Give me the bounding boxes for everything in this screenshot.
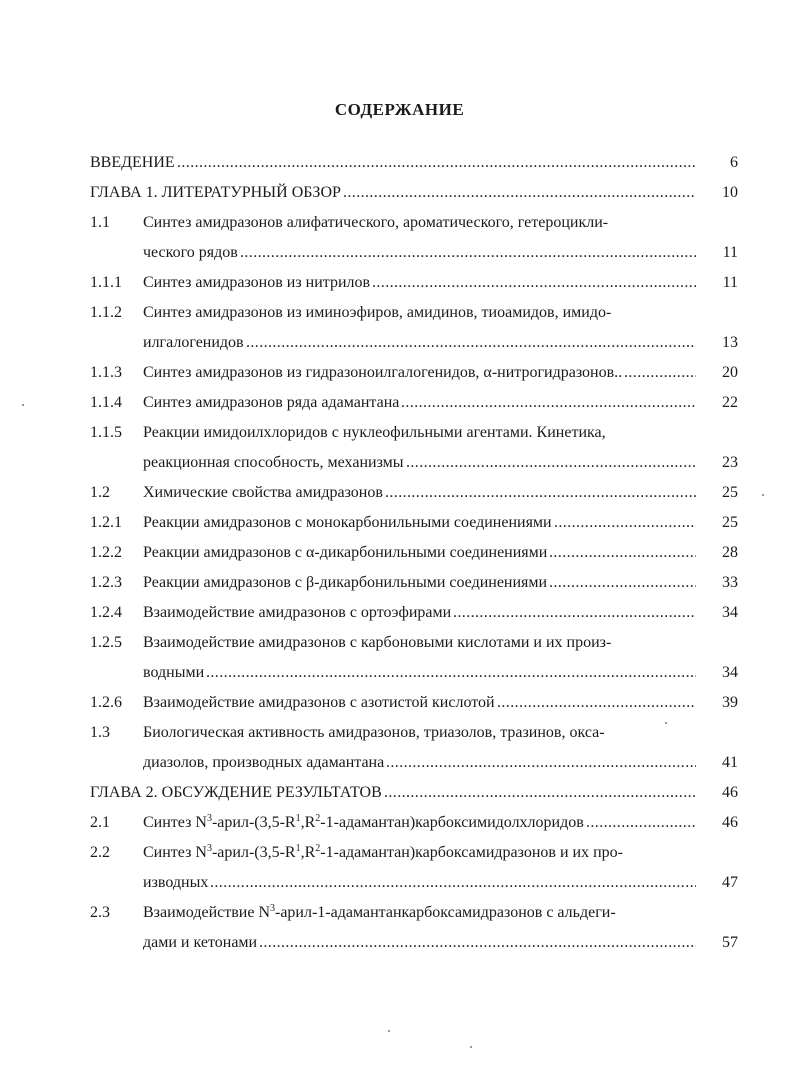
toc-page-number: 6	[730, 154, 738, 171]
toc-entry-number: 1.1	[90, 214, 110, 231]
page-title: СОДЕРЖАНИЕ	[334, 100, 465, 119]
scan-speck	[665, 722, 667, 724]
toc-page-number: 57	[722, 934, 738, 951]
toc-entry-row	[88, 418, 748, 448]
toc-leader-dots	[385, 478, 696, 508]
toc-leader-dots	[246, 328, 696, 358]
toc-entry-number: 1.2.4	[90, 604, 122, 621]
toc-page-number: 28	[722, 544, 738, 561]
toc-entry-row	[88, 808, 748, 838]
toc-entry-number: 1.1.2	[90, 304, 122, 321]
toc-entry-number: 1.1.4	[90, 394, 122, 411]
toc-leader-dots	[259, 928, 696, 958]
toc-entry-title: Реакции амидразонов с монокарбонильными соединениями	[143, 514, 552, 531]
toc-entry-row	[88, 238, 748, 268]
toc-entry-title: Взаимодействие амидразонов с ортоэфирами	[143, 604, 452, 621]
scan-speck	[470, 1046, 472, 1048]
toc-entry-title: дами и кетонами	[143, 934, 258, 951]
toc-entry-number: 1.2.5	[90, 634, 122, 651]
toc-entry-number: 1.3	[90, 724, 110, 741]
scan-speck	[388, 1030, 390, 1032]
toc-leader-dots	[453, 598, 696, 628]
toc-page-number: 34	[722, 664, 738, 681]
toc-entry-title: Химические свойства амидразонов	[143, 484, 383, 501]
toc-entry-row	[88, 658, 748, 688]
toc-entry-title: Синтез амидразонов ряда адамантана	[143, 394, 400, 411]
toc-entry-title: ГЛАВА 1. ЛИТЕРАТУРНЫЙ ОБЗОР	[90, 184, 341, 201]
toc-page-number: 39	[722, 694, 738, 711]
toc-entry-row	[88, 328, 748, 358]
toc-page-number: 33	[722, 574, 738, 591]
toc-entry-row	[88, 688, 748, 718]
toc-leader-dots	[372, 268, 696, 298]
toc-entry-number: 1.1.5	[90, 424, 122, 441]
toc-entry-title: Взаимодействие $N^3-арил-1$-адамантанкарбоксамидразонов с альдеги-	[143, 903, 616, 921]
toc-leader-dots	[210, 868, 696, 898]
toc-page-number: 47	[722, 874, 738, 891]
toc-entry-title: Синтез амидразонов алифатического, ароматического, гетероцикли-	[143, 214, 609, 231]
scan-speck	[22, 404, 24, 406]
toc-entry-row	[88, 298, 748, 328]
toc-entry-title: ГЛАВА 2. ОБСУЖДЕНИЕ РЕЗУЛЬТАТОВ	[90, 784, 382, 801]
toc-entry-title: Синтез $N^3-арил-(3,5-R^1,R^2-1-адамантан)карбоксимидолхлоридов$	[143, 813, 584, 831]
toc-page-number: 46	[722, 814, 738, 831]
toc-entry-row	[88, 868, 748, 898]
toc-entry-row	[88, 208, 748, 238]
toc-entry-title: водными	[143, 664, 205, 681]
toc-entry-number: 2.2	[90, 844, 110, 861]
toc-leader-dots	[624, 358, 696, 388]
toc-entry-number: 1.2.6	[90, 694, 122, 711]
toc-entry-row	[88, 388, 748, 418]
toc-page-number: 23	[722, 454, 738, 471]
toc-entry-row	[88, 268, 748, 298]
toc-entry-title: Биологическая активность амидразонов, триазолов, тразинов, окса-	[143, 724, 605, 741]
toc-leader-dots	[549, 568, 696, 598]
toc-entry-title: диазолов, производных адамантана	[143, 754, 385, 771]
toc-leader-dots	[240, 238, 696, 268]
toc-page-number: 22	[722, 394, 738, 411]
toc-page-number: 25	[722, 484, 738, 501]
toc-entry-row	[88, 538, 748, 568]
toc-chapter-row	[88, 178, 748, 208]
toc-page-number: 11	[722, 244, 738, 261]
toc-entry-row	[88, 598, 748, 628]
scan-speck	[762, 494, 764, 496]
toc-leader-dots	[549, 538, 696, 568]
toc-entry-row	[88, 568, 748, 598]
toc-entry-title: изводных	[143, 874, 209, 891]
toc-leader-dots	[497, 688, 696, 718]
toc-leader-dots	[206, 658, 696, 688]
toc-page-number: 41	[722, 754, 738, 771]
toc-entry-row	[88, 928, 748, 958]
toc-leader-dots	[386, 748, 696, 778]
toc-chapter-row	[88, 148, 748, 178]
toc-entry-number: 1.2.1	[90, 514, 122, 531]
toc-entry-row	[88, 628, 748, 658]
toc-entry-title: Синтез амидразонов из нитрилов	[143, 274, 371, 291]
toc-entry-row	[88, 508, 748, 538]
toc-page-number: 46	[722, 784, 738, 801]
toc-entry-title: Синтез $N^3-арил-(3,5-R^1,R^2-1-адамантан)карбоксамидразонов$ и их про-	[143, 843, 623, 861]
toc-entry-row	[88, 478, 748, 508]
toc-entry-title: ческого рядов	[143, 244, 238, 261]
toc-entry-row	[88, 838, 748, 868]
toc-page-number: 13	[722, 334, 738, 351]
toc-entry-row	[88, 718, 748, 748]
toc-page-number: 10	[722, 184, 738, 201]
toc-entry-row	[88, 748, 748, 778]
toc-entry-number: 2.1	[90, 814, 110, 831]
toc-leader-dots	[177, 148, 696, 178]
toc-entry-number: 1.1.1	[90, 274, 122, 291]
toc-entry-title: Синтез амидразонов из гидразоноилгалогенидов, α-нитрогидразонов..	[143, 364, 623, 381]
toc-entry-number: 2.3	[90, 904, 110, 921]
toc-page-number: 11	[722, 274, 738, 291]
toc-entry-number: 1.2	[90, 484, 110, 501]
toc-entry-number: 1.2.2	[90, 544, 122, 561]
toc-entry-title: Синтез амидразонов из иминоэфиров, амидинов, тиоамидов, имидо-	[143, 304, 612, 321]
toc-entry-title: реакционная способность, механизмы	[143, 454, 404, 471]
toc-chapter-row	[88, 778, 748, 808]
toc-entry-title: Реакции имидоилхлоридов с нуклеофильными агентами. Кинетика,	[143, 424, 606, 441]
toc-entry-title: Взаимодействие амидразонов с карбоновыми кислотами и их произ-	[143, 634, 612, 651]
toc-leader-dots	[384, 778, 696, 808]
toc-leader-dots	[554, 508, 696, 538]
toc-page-number: 20	[722, 364, 738, 381]
toc-entry-title: илгалогенидов	[143, 334, 244, 351]
toc-leader-dots	[343, 178, 696, 208]
toc-leader-dots	[401, 388, 696, 418]
toc-leader-dots	[406, 448, 696, 478]
toc-entry-row	[88, 358, 748, 388]
toc-entry-number: 1.1.3	[90, 364, 122, 381]
toc-page-number: 34	[722, 604, 738, 621]
toc-entry-title: Взаимодействие амидразонов с азотистой кислотой	[143, 694, 495, 711]
toc-entry-title: Реакции амидразонов с α-дикарбонильными соединениями	[143, 544, 548, 561]
toc-entry-row	[88, 898, 748, 928]
toc-entry-title: ВВЕДЕНИЕ	[90, 154, 175, 171]
toc-entry-number: 1.2.3	[90, 574, 122, 591]
toc-leader-dots	[586, 808, 696, 838]
toc-entry-title: Реакции амидразонов с β-дикарбонильными соединениями	[143, 574, 548, 591]
toc-entry-row	[88, 448, 748, 478]
table-of-contents	[88, 148, 748, 958]
toc-page-number: 25	[722, 514, 738, 531]
